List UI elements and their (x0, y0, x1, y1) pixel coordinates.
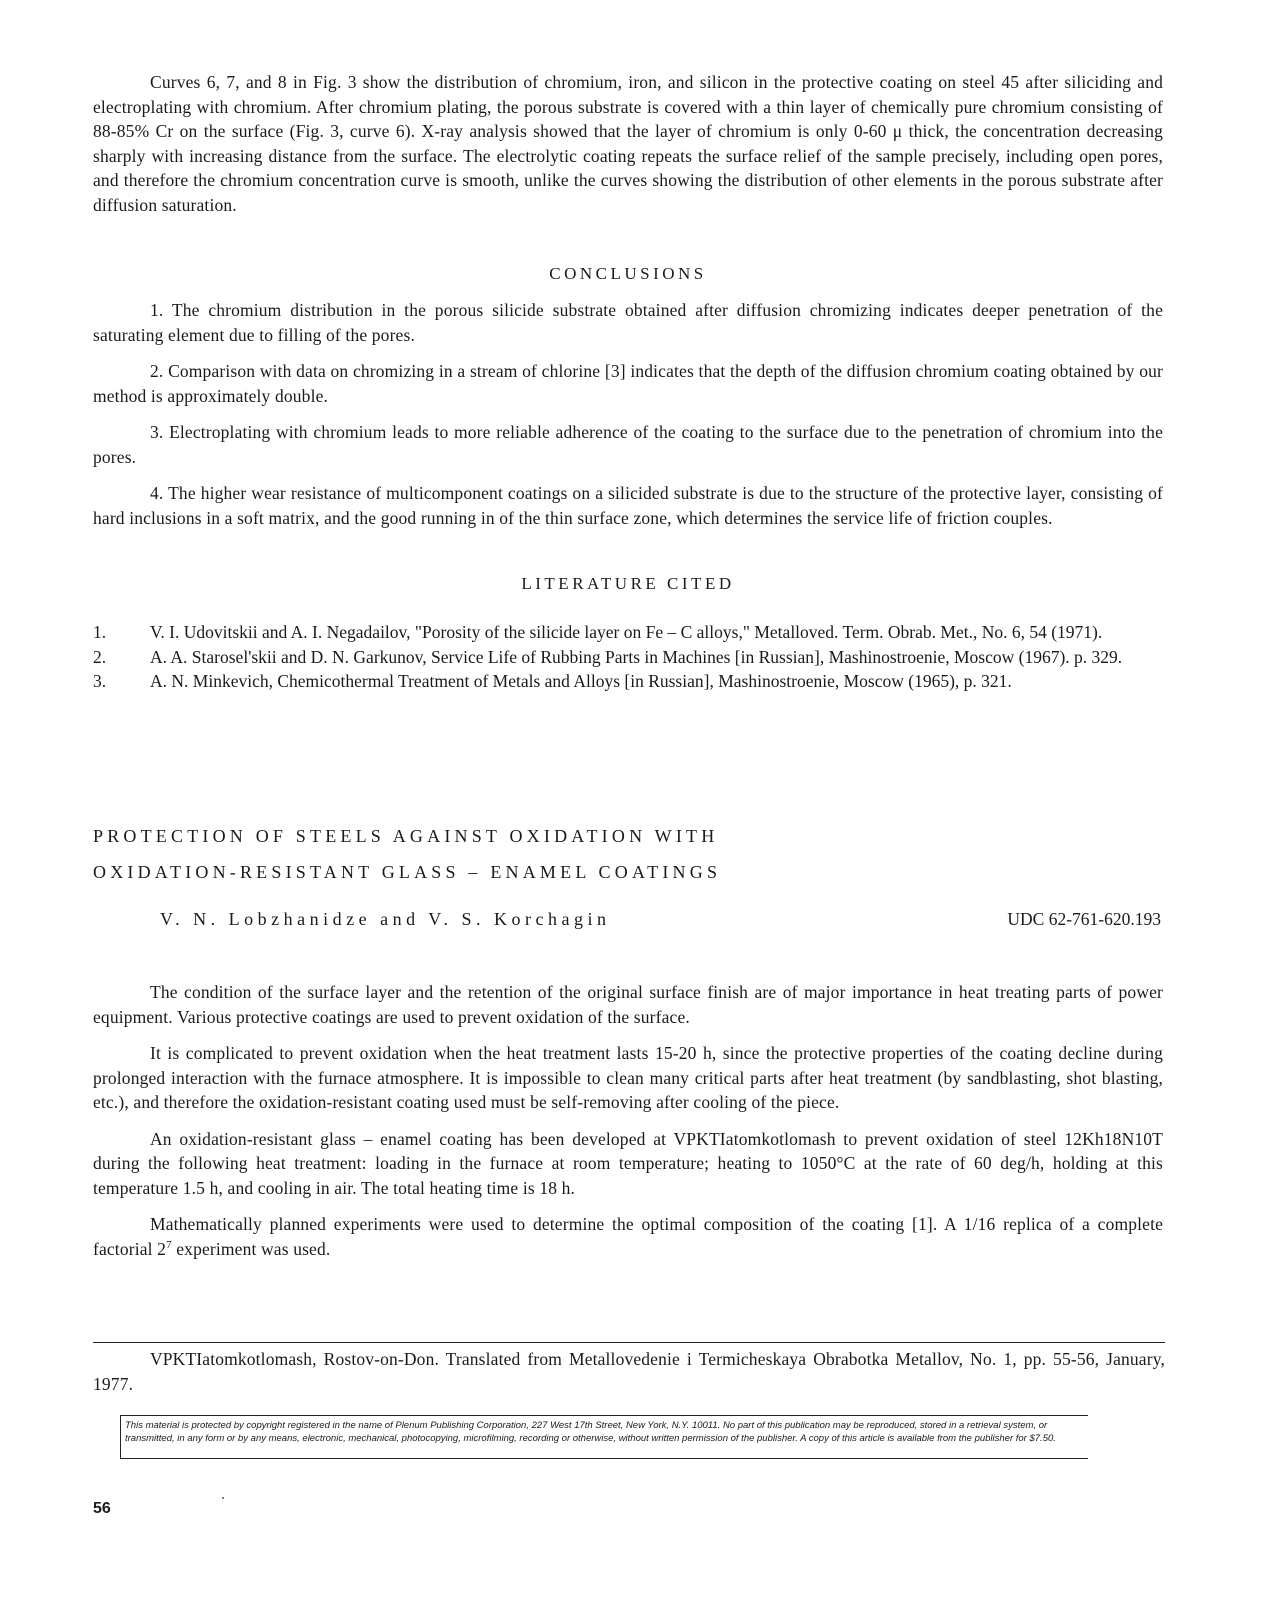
article-title-line-1: PROTECTION OF STEELS AGAINST OXIDATION WITH (93, 826, 719, 846)
body-text: experiment was used. (171, 1238, 331, 1259)
conclusions-heading: CONCLUSIONS (549, 264, 707, 283)
footnote-text: VPKTIatomkotlomash, Rostov-on-Don. Translated from Metallovedenie i Termicheskaya Obrabotka Metallov, No. 1, pp. 55-56, January, 1977. (93, 1349, 1165, 1394)
conclusions-list (93, 298, 1163, 530)
reference-number: 3. (93, 671, 107, 691)
reference-item (93, 645, 1163, 670)
body-paragraph: The condition of the surface layer and the retention of the original surface finish are of major importance in heat treating parts of power equipment. Various protective coatings are used to prevent oxidation of the surface. (93, 982, 1163, 1027)
reference-item (93, 620, 1163, 645)
conclusion-item: 4. The higher wear resistance of multicomponent coatings on a silicided substrate is due to the structure of the protective layer, consisting of hard inclusions in a soft matrix, and the good running in of the thin surface zone, which determines the service life of friction couples. (93, 483, 1163, 528)
reference-number: 1. (93, 622, 107, 642)
reference-text: V. I. Udovitskii and A. I. Negadailov, "Porosity of the silicide layer on Fe – C alloys," Metalloved. Term. Obrab. Met., No. 6, 54 (1971). (150, 622, 1103, 642)
reference-text: A. N. Minkevich, Chemicothermal Treatment of Metals and Alloys [in Russian], Mashinostroenie, Moscow (1965), p. 321. (150, 671, 1012, 691)
udc-code: UDC 62-761-620.193 (1007, 909, 1161, 929)
intro-paragraph: Curves 6, 7, and 8 in Fig. 3 show the distribution of chromium, iron, and silicon in the protective coating on steel 45 after siliciding and electroplating with chromium. After chromium plating, the porous substrate is covered with a thin layer of chemically pure chromium consisting of 88-85% Cr on the surface (Fig. 3, curve 6). X-ray analysis showed that the layer of chromium is only 0-60 μ thick, the concentration decreasing sharply with increasing distance from the surface. The electrolytic coating repeats the surface relief of the sample precisely, including open pores, and therefore the chromium concentration curve is smooth, unlike the curves showing the distribution of other elements in the porous substrate after diffusion saturation. (93, 72, 1163, 215)
article-title-line-2: OXIDATION-RESISTANT GLASS – ENAMEL COATINGS (93, 862, 722, 882)
speck (222, 1497, 224, 1499)
reference-number: 2. (93, 646, 107, 667)
conclusion-item: 3. Electroplating with chromium leads to more reliable adherence of the coating to the surface due to the penetration of chromium into the pores. (93, 422, 1163, 467)
reference-text: A. A. Starosel'skii and D. N. Garkunov, Service Life of Rubbing Parts in Machines [in Russian], Mashinostroenie, Moscow (1967). p. 329. (150, 646, 1123, 667)
exponent: 7 (166, 1238, 172, 1251)
conclusion-item: 1. The chromium distribution in the porous silicide substrate obtained after diffusion chromizing indicates deeper penetration of the saturating element due to filling of the pores. (93, 300, 1163, 345)
article-authors: V. N. Lobzhanidze and V. S. Korchagin (160, 909, 611, 929)
literature-heading: LITERATURE CITED (521, 574, 735, 593)
reference-list (93, 620, 1163, 694)
body-text: Mathematically planned experiments were used to determine the optimal composition of the coating [1]. A 1/16 replica of a complete factorial 2 (93, 1214, 1163, 1259)
article-body (93, 980, 1163, 1261)
body-paragraph: It is complicated to prevent oxidation when the heat treatment lasts 15-20 h, since the protective properties of the coating decline during prolonged interaction with the furnace atmosphere. It is impossible to clean many critical parts after heat treatment (by sandblasting, shot blasting, etc.), and therefore the oxidation-resistant coating used must be self-removing after cooling of the piece. (93, 1043, 1163, 1112)
footnote (93, 1347, 1165, 1396)
copyright-notice: This material is protected by copyright registered in the name of Plenum Publishing Corporation, 227 West 17th Street, New York, N.Y. 10011. No part of this publication may be reproduced, stored in a retrieval system, or transmitted, in any form or by any means, electronic, mechanical, photocopying, microfilming, recording or otherwise, without written permission of the publisher. A copy of this article is available from the publisher for $7.50. (120, 1415, 1088, 1459)
page-number: 56 (93, 1500, 111, 1517)
conclusion-item: 2. Comparison with data on chromizing in a stream of chlorine [3] indicates that the depth of the diffusion chromium coating obtained by our method is approximately double. (93, 361, 1163, 406)
body-paragraph: An oxidation-resistant glass – enamel coating has been developed at VPKTIatomkotlomash to prevent oxidation of steel 12Kh18N10T during the following heat treatment: loading in the furnace at room temperature; heating to 1050°C at the rate of 60 deg/h, holding at this temperature 1.5 h, and cooling in air. The total heating time is 18 h. (93, 1128, 1163, 1198)
intro-section (93, 70, 1163, 217)
footnote-rule (93, 1342, 1165, 1343)
body-paragraph (93, 1212, 1163, 1261)
reference-item (93, 669, 1163, 694)
